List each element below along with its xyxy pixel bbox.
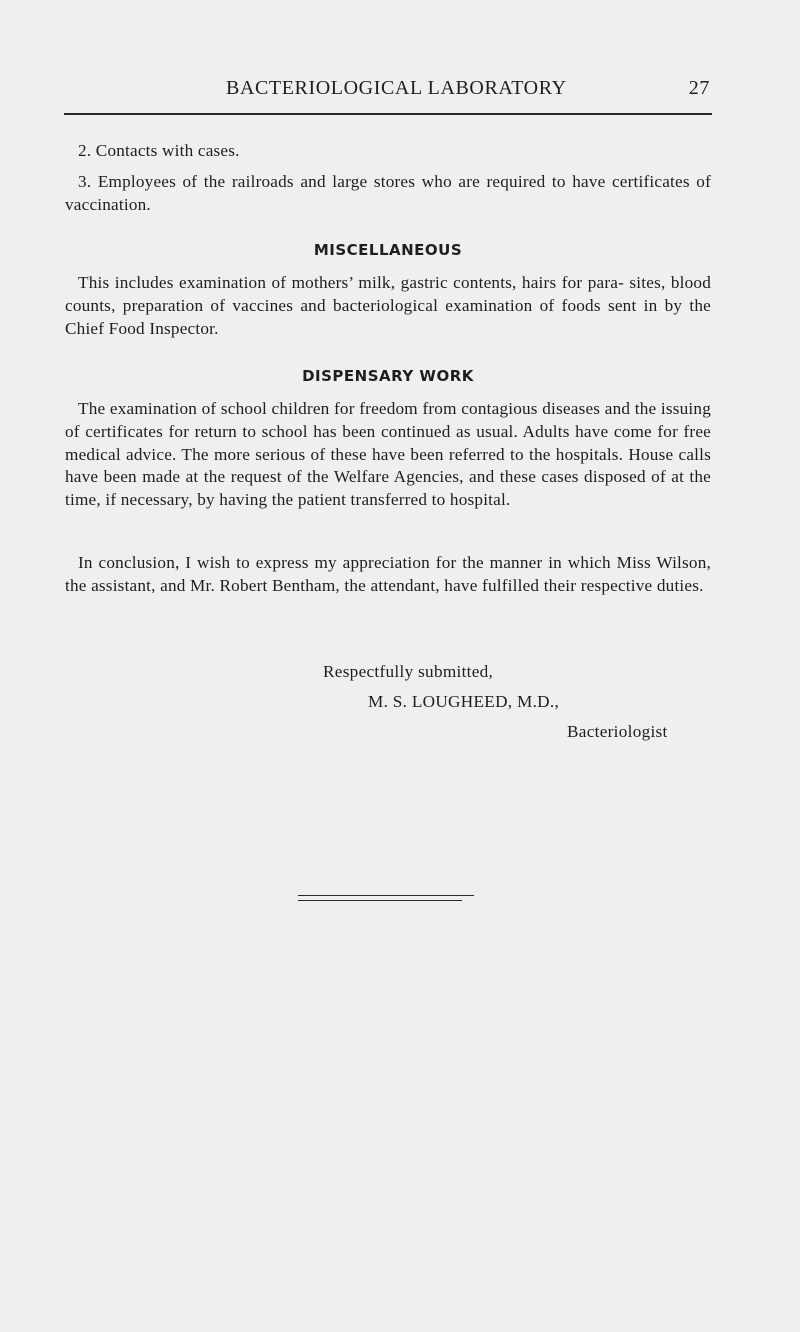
list-item-text: 3. Employees of the railroads and large stores who are required to have certificates of vaccination. xyxy=(65,172,711,214)
list-item-employees xyxy=(65,171,711,217)
end-rule-upper xyxy=(298,895,474,896)
conclusion-body xyxy=(65,552,711,598)
signature-title: Bacteriologist xyxy=(567,722,668,741)
section-heading-dispensary-work: DISPENSARY WORK xyxy=(302,367,474,385)
miscellaneous-body xyxy=(65,272,711,340)
header-rule xyxy=(64,113,712,115)
running-title: BACTERIOLOGICAL LABORATORY xyxy=(226,77,567,99)
paragraph: This includes examination of mothers’ milk, gastric contents, hairs for para- sites, blood counts, preparation of vaccines and bacteriological examination of foods sent in by the Chief Food Inspector. xyxy=(65,273,711,338)
section-heading-miscellaneous: MISCELLANEOUS xyxy=(313,241,463,259)
paragraph: The examination of school children for freedom from contagious diseases and the issuing of certificates for return to school has been continued as usual. Adults have come for free medical advice. The more serious of these have been referred to the hospitals. House calls have been made at the request of the Welfare Agencies, and these cases disposed of at the time, if necessary, by having the patient transferred to hospital. xyxy=(65,399,711,510)
list-item-text: 2. Contacts with cases. xyxy=(78,141,240,160)
running-head xyxy=(64,77,710,107)
list-item-contacts xyxy=(65,140,711,163)
signature-closing: Respectfully submitted, xyxy=(323,662,494,681)
end-rule-lower xyxy=(298,900,462,901)
dispensary-body xyxy=(65,398,711,512)
page-number: 27 xyxy=(688,77,710,99)
paragraph: In conclusion, I wish to express my appreciation for the manner in which Miss Wilson, the assistant, and Mr. Robert Bentham, the attendant, have fulfilled their respective duties. xyxy=(65,553,711,595)
signature-name: M. S. LOUGHEED, M.D., xyxy=(368,692,560,711)
